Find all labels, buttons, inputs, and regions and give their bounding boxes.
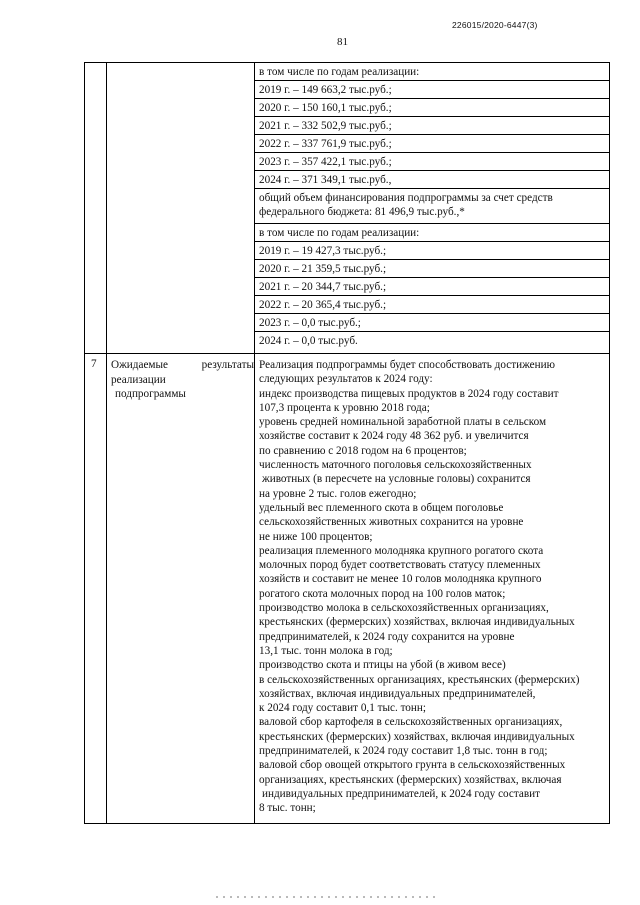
financing-row: 2022 г. – 20 365,4 тыс.руб.; <box>255 296 610 314</box>
text-line: реализация племенного молодняка крупного рогатого скота <box>259 544 544 557</box>
text-line: 13,1 тыс. тонн молока в год; <box>259 644 393 657</box>
text-line: следующих результатов к 2024 году: <box>259 373 433 386</box>
financing-row: 2023 г. – 0,0 тыс.руб.; <box>255 314 610 332</box>
text-line: хозяйствах, включая индивидуальных предпринимателей, <box>259 687 536 700</box>
text-line: животных (в пересчете на условные головы) сохранится <box>262 473 531 486</box>
text-line: валовой сбор овощей открытого грунта в сельскохозяйственных <box>259 759 566 772</box>
document-number: 226015/2020-6447(3) <box>452 20 538 30</box>
number-column <box>85 63 107 823</box>
row-name-line: подпрограммы <box>115 388 186 400</box>
text-line: предпринимателей, к 2024 году составит 1,8 тыс. тонн в год; <box>259 745 548 758</box>
text-line: валовой сбор картофеля в сельскохозяйственных организациях, <box>259 716 563 729</box>
text-line: производство молока в сельскохозяйственных организациях, <box>259 602 549 615</box>
financing-row: 2023 г. – 357 422,1 тыс.руб.; <box>255 153 610 171</box>
text-line: рогатого скота молочных пород на 100 голов маток; <box>259 587 506 600</box>
row-name-word: результаты <box>201 359 254 371</box>
text-line: организациях, крестьянских (фермерских) хозяйствах, включая <box>259 773 562 786</box>
row-name-line: реализации <box>111 373 166 386</box>
text-line: на уровне 2 тыс. голов ежегодно; <box>259 487 417 500</box>
financing-row: в том числе по годам реализации: <box>255 63 610 81</box>
financing-row: в том числе по годам реализации: <box>255 224 610 242</box>
text-line: численность маточного поголовья сельскохозяйственных <box>259 459 532 472</box>
passport-table <box>84 62 610 824</box>
text-line: удельный вес племенного скота в общем поголовье <box>259 501 504 514</box>
name-column <box>107 63 255 823</box>
text-line: индивидуальных предпринимателей, к 2024 году составит <box>262 787 541 800</box>
text-line: по сравнению с 2018 годом на 6 процентов; <box>259 444 467 457</box>
scan-artifact <box>216 896 436 898</box>
text-line: к 2024 году составит 0,1 тыс. тонн; <box>259 702 426 715</box>
text-line: сельскохозяйственных животных сохранится на уровне <box>259 516 524 529</box>
financing-row: 2019 г. – 19 427,3 тыс.руб.; <box>255 242 610 260</box>
page-number: 81 <box>337 36 348 48</box>
text-line: 107,3 процента к уровню 2018 года; <box>259 401 430 414</box>
text-line: не ниже 100 процентов; <box>259 530 373 543</box>
financing-row: 2022 г. – 337 761,9 тыс.руб.; <box>255 135 610 153</box>
text-line: уровень средней номинальной заработной платы в сельском <box>259 416 547 429</box>
text-line: предпринимателей, к 2024 году сохранится на уровне <box>259 630 515 643</box>
financing-row: 2024 г. – 0,0 тыс.руб. <box>259 335 358 347</box>
expected-results-text <box>259 358 609 816</box>
financing-row: 2019 г. – 149 663,2 тыс.руб.; <box>255 81 610 99</box>
text-line: в сельскохозяйственных организациях, крестьянских (фермерских) <box>259 673 580 686</box>
text-line: Реализация подпрограммы будет способствовать достижению <box>259 359 555 371</box>
text-line: молочных пород будет соответствовать статусу племенных <box>259 559 541 572</box>
row-divider <box>85 353 609 354</box>
text-line: крестьянских (фермерских) хозяйствах, включая индивидуальных <box>259 730 575 743</box>
financing-row-federal-total: общий объем финансирования подпрограммы за счет средств федерального бюджета: 81 496,9 тыс.руб.,* <box>255 189 610 224</box>
text-line: производство скота и птицы на убой (в живом весе) <box>259 659 506 672</box>
text-line: крестьянских (фермерских) хозяйствах, включая индивидуальных <box>259 616 575 629</box>
financing-row: 2021 г. – 20 344,7 тыс.руб.; <box>255 278 610 296</box>
row-number: 7 <box>91 358 97 370</box>
text-line: 8 тыс. тонн; <box>259 802 316 815</box>
text-line: индекс производства пищевых продуктов в 2024 году составит <box>259 387 559 400</box>
row-name <box>111 358 254 402</box>
row-name-word: Ожидаемые <box>111 359 168 371</box>
financing-list <box>255 63 610 350</box>
financing-row: 2020 г. – 150 160,1 тыс.руб.; <box>255 99 610 117</box>
financing-row: 2020 г. – 21 359,5 тыс.руб.; <box>255 260 610 278</box>
text-line: хозяйств и составит не менее 10 голов молодняка крупного <box>259 573 542 586</box>
financing-row: 2024 г. – 371 349,1 тыс.руб., <box>255 171 610 189</box>
financing-row: 2021 г. – 332 502,9 тыс.руб.; <box>255 117 610 135</box>
text-line: хозяйстве составит к 2024 году 48 362 руб. и увеличится <box>259 430 529 443</box>
